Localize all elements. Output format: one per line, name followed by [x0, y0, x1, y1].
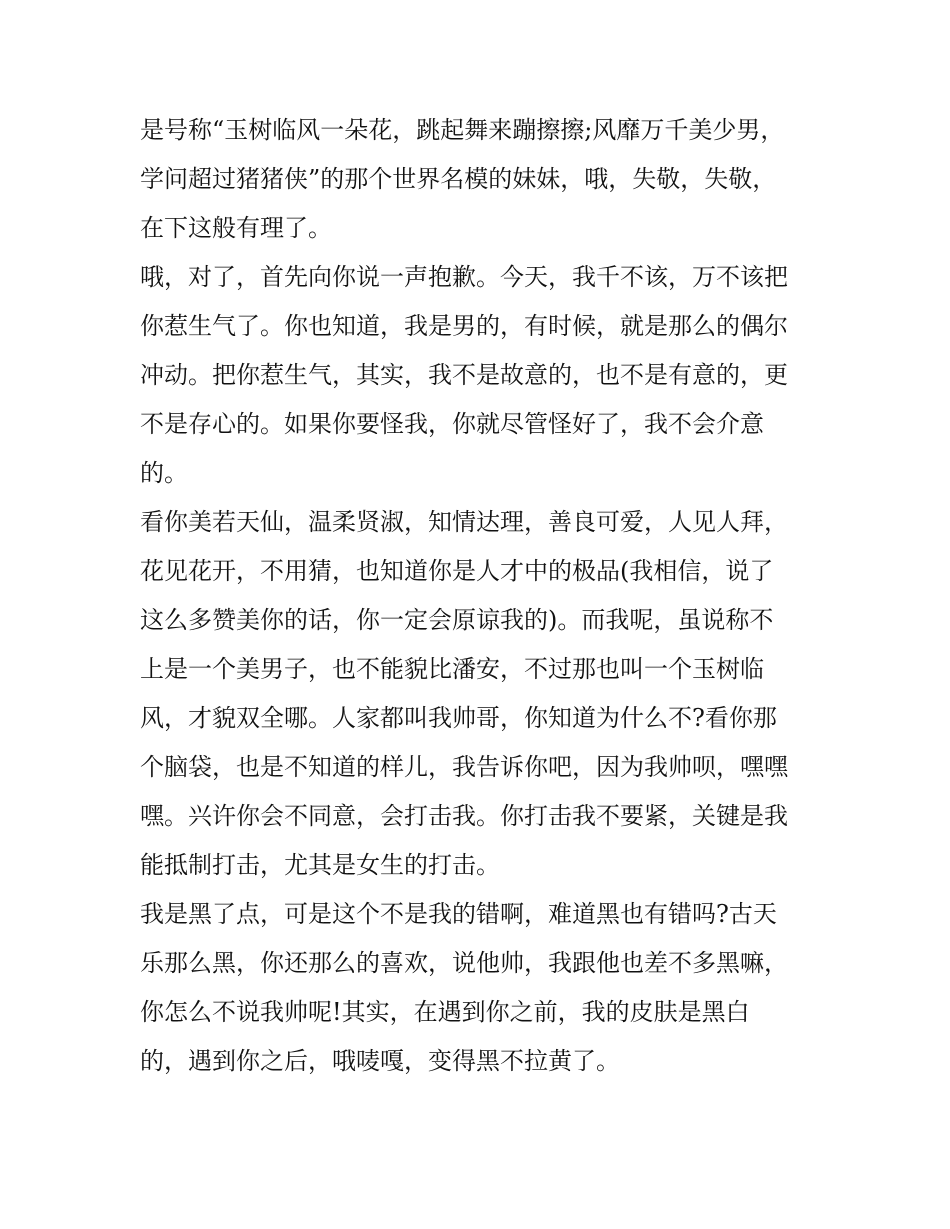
- text-line: 的，遇到你之后，哦唛嘎，变得黑不拉黄了。: [140, 1047, 620, 1075]
- text-line: 哦，对了，首先向你说一声抱歉。今天，我千不该，万不该把: [140, 263, 788, 291]
- text-line: 花见花开，不用猜，也知道你是人才中的极品(我相信，说了: [140, 557, 774, 585]
- text-line: 你怎么不说我帅呢!其实，在遇到你之前，我的皮肤是黑白: [140, 998, 750, 1026]
- text-line: 冲动。把你惹生气，其实，我不是故意的，也不是有意的，更: [140, 361, 788, 389]
- text-line: 我是黑了点，可是这个不是我的错啊，难道黑也有错吗?古天: [140, 900, 777, 928]
- text-line: 看你美若天仙，温柔贤淑，知情达理，善良可爱，人见人拜，: [140, 508, 788, 536]
- text-line: 风，才貌双全哪。人家都叫我帅哥，你知道为什么不?看你那: [140, 704, 777, 732]
- text-line: 个脑袋，也是不知道的样儿，我告诉你吧，因为我帅呗，嘿嘿: [140, 753, 788, 781]
- text-line: 学问超过猪猪侠”的那个世界名模的妹妹，哦，失敬，失敬，: [140, 165, 777, 193]
- text-line: 是号称“玉树临风一朵花，跳起舞来蹦擦擦;风靡万千美少男，: [140, 116, 785, 144]
- text-line: 的。: [140, 459, 188, 487]
- text-line: 上是一个美男子，也不能貌比潘安，不过那也叫一个玉树临: [140, 655, 764, 683]
- document-body: [140, 106, 820, 1086]
- text-line: 乐那么黑，你还那么的喜欢，说他帅，我跟他也差不多黑嘛，: [140, 949, 788, 977]
- text-line: 在下这般有理了。: [140, 214, 332, 242]
- text-line: 你惹生气了。你也知道，我是男的，有时候，就是那么的偶尔: [140, 312, 788, 340]
- text-line: 不是存心的。如果你要怪我，你就尽管怪好了，我不会介意: [140, 410, 764, 438]
- text-line: 能抵制打击，尤其是女生的打击。: [140, 851, 500, 879]
- text-line: 嘿。兴许你会不同意，会打击我。你打击我不要紧，关键是我: [140, 802, 788, 830]
- text-line: 这么多赞美你的话，你一定会原谅我的)。而我呢，虽说称不: [140, 606, 774, 634]
